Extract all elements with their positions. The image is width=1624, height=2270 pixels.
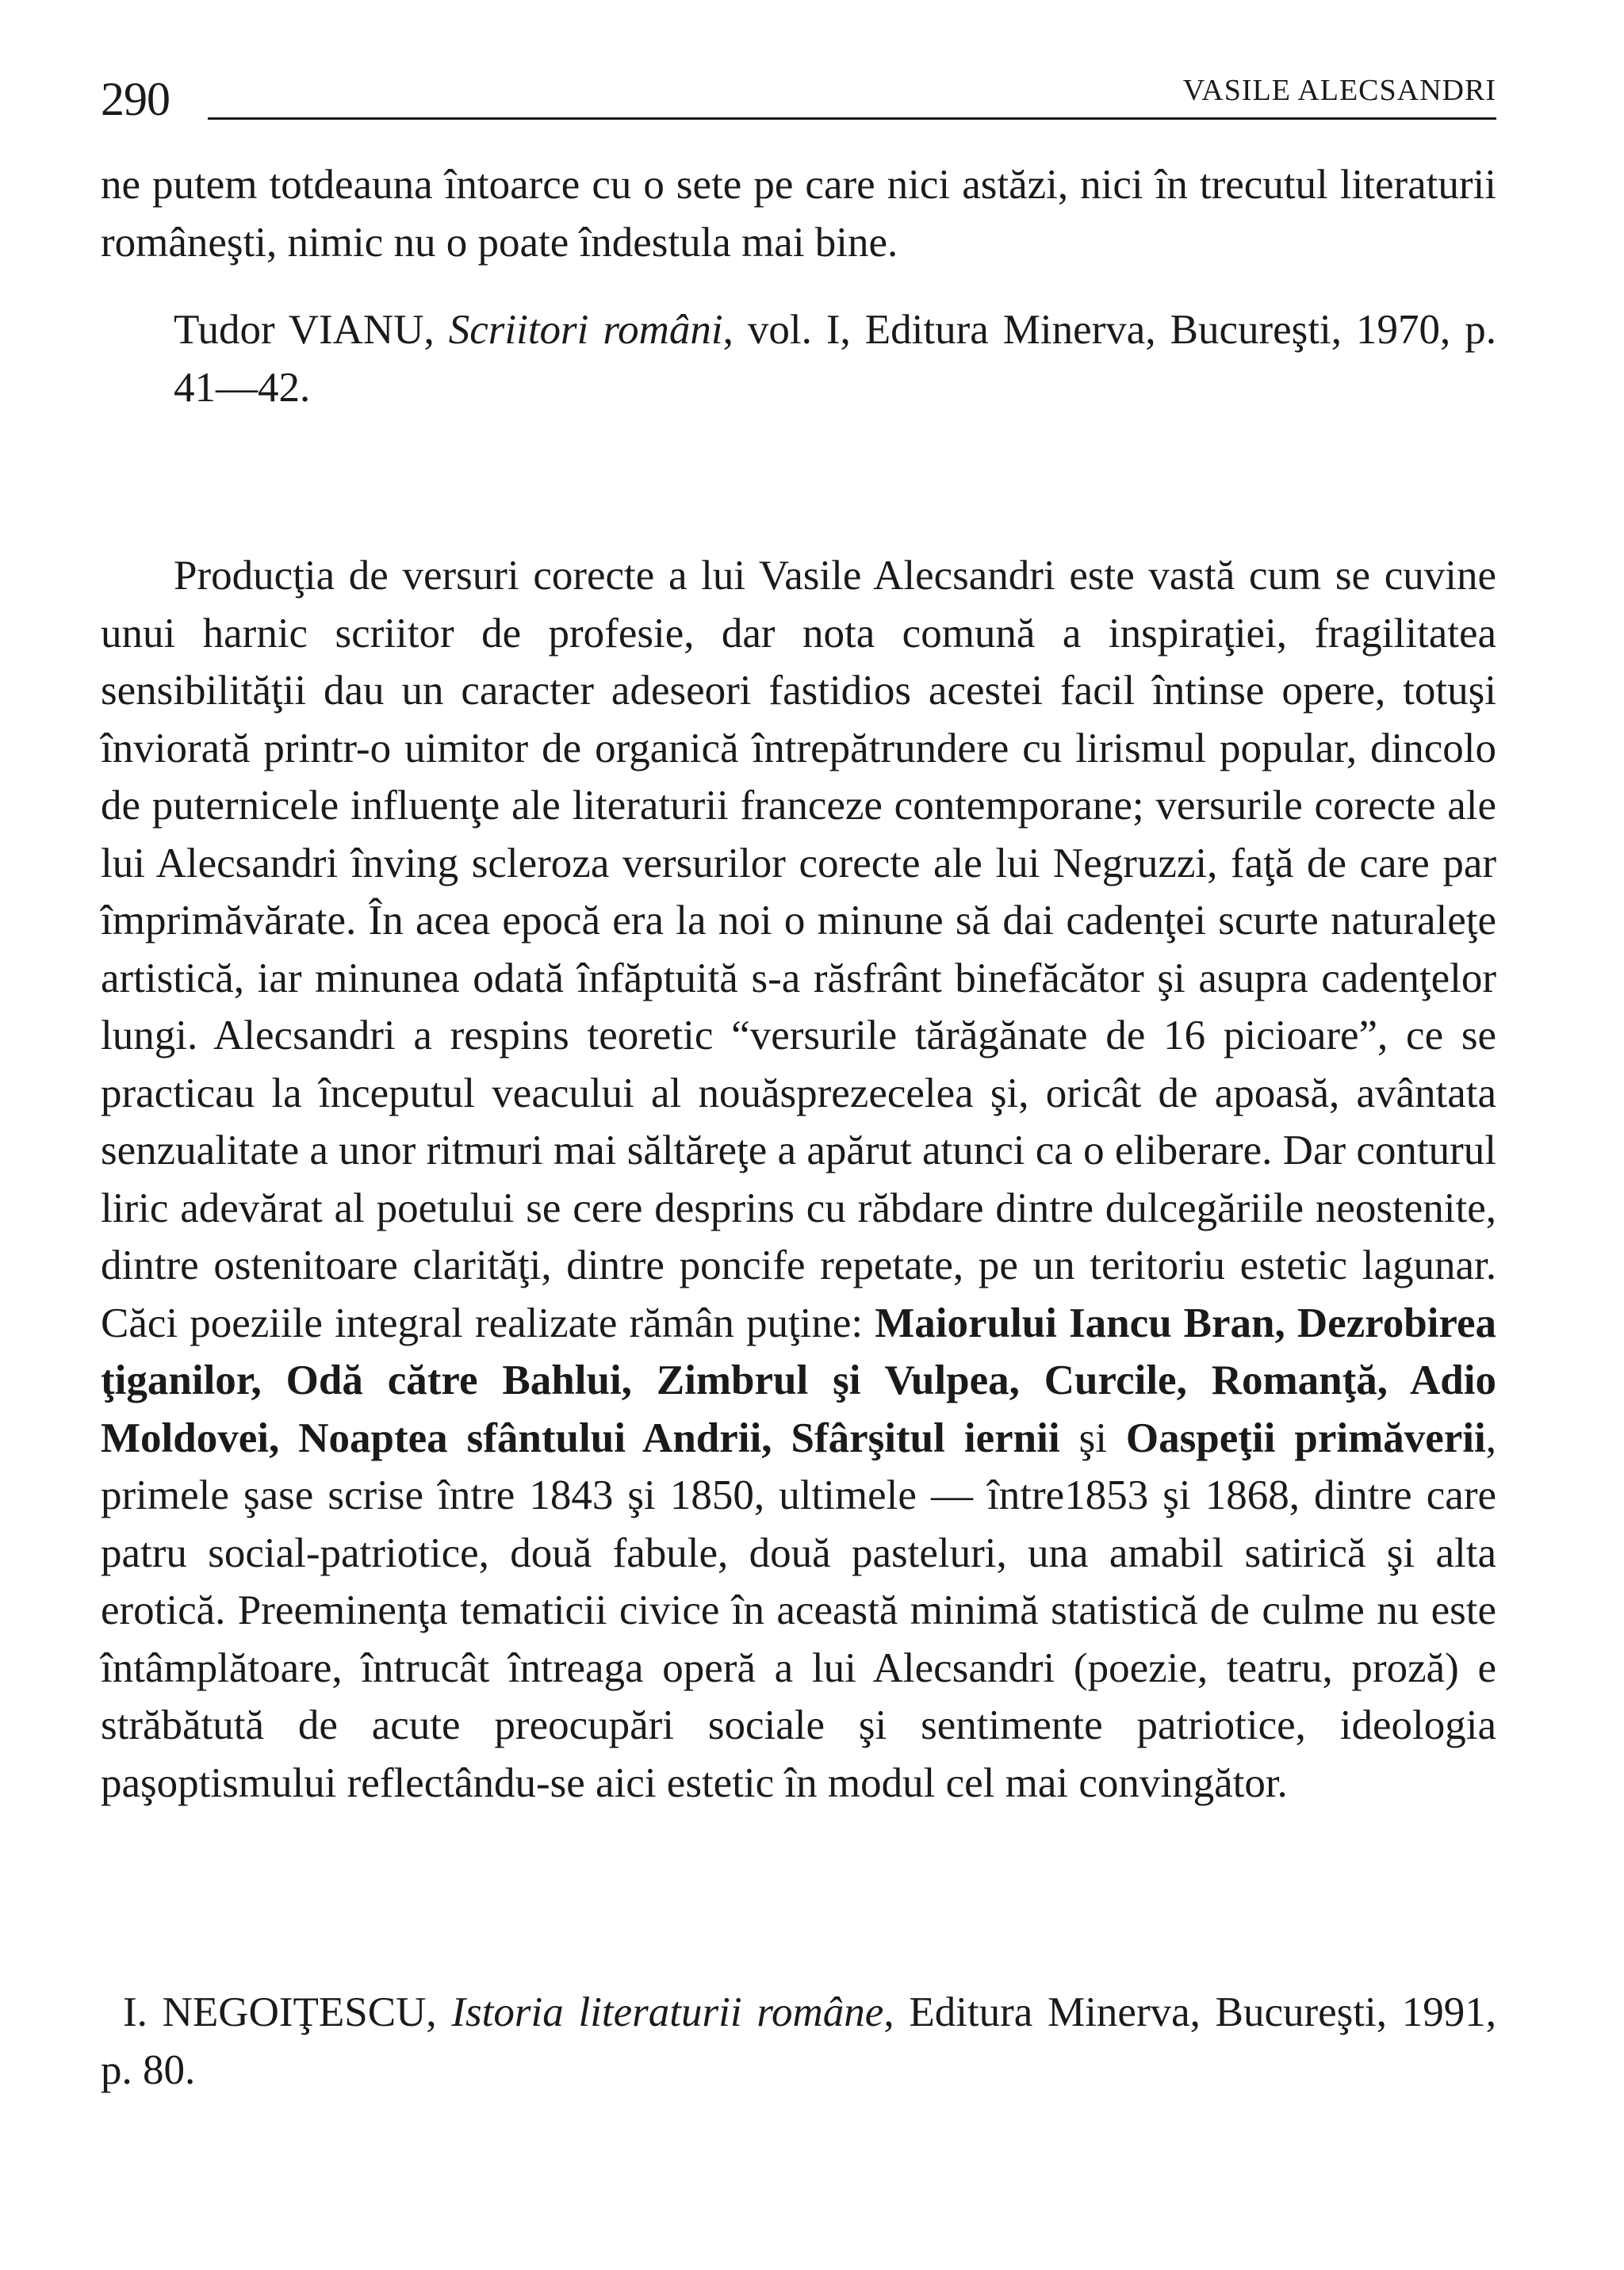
- header-rule: [208, 117, 1496, 120]
- citation-negoitescu-title: Istoria literaturii române: [451, 1989, 884, 2035]
- citation-vianu-title: Scriitori români: [448, 307, 723, 353]
- bold-poem-last: Oaspeţii primăverii: [1125, 1414, 1486, 1461]
- citation-negoitescu: [101, 1984, 1496, 2099]
- citation-vianu-rest: , vol. I, Editura Minerva, Bucureşti, 1970, p. 41—42.: [174, 307, 1496, 411]
- citation-negoitescu-rest: , Editura Minerva, Bucureşti, 1991, p. 80.: [101, 1989, 1496, 2093]
- citation-negoitescu-author: I. NEGOIŢESCU,: [123, 1989, 452, 2035]
- citation-negoitescu-text: [101, 1984, 1496, 2099]
- main-paragraph: [101, 547, 1496, 1812]
- intro-paragraph: ne putem totdeauna întoarce cu o sete pe care nici astăzi, nici în trecutul literaturii româneşti, nimic nu o poate îndestula mai bine.: [101, 162, 1496, 266]
- main-text-part3: , primele şase scrise între 1843 şi 1850, ultimele — între1853 şi 1868, dintre care patru social-patriotice, două fabule, două pasteluri, una amabil satirică şi alta erotică. Preeminenţa tematicii civice în această minimă statistică de culme nu este întâmplătoare, întrucât întreaga operă a lui Alecsandri (poezie, teatru, proză) e străbătută de acute preocupări sociale şi sentimente patriotice, ideologia paşoptismului reflectându-se aici estetic în modul cel mai convingător.: [101, 1414, 1496, 1806]
- citation-vianu: [101, 301, 1496, 416]
- main-text-part1: Producţia de versuri corecte a lui Vasile Alecsandri este vastă cum se cuvine unui harnic scriitor de profesie, dar nota comună a inspiraţiei, fragilitatea sensibilităţii dau un caracter adeseori fastidios acestei facil întinse opere, totuşi înviorată printr-o uimitor de organică întrepătrundere cu lirismul popular, dincolo de puternicele influenţe ale literaturii franceze contemporane; versurile corecte ale lui Alecsandri înving scleroza versurilor corecte ale lui Negruzzi, faţă de care par împrimăvărate. În acea epocă era la noi o minune să dai cadenţei scurte naturaleţe artistică, iar minunea odată înfăptuită s-a răsfrânt binefăcător şi asupra cadenţelor lungi. Alecsandri a respins teoretic “versurile tărăgănate de 16 picioare”, ce se practicau la începutul veacului al nouăsprezecelea şi, oricât de apoasă, avântata senzualitate a unor ritmuri mai săltăreţe a apărut atunci ca o eliberare. Dar conturul liric adevărat al poetului se cere desprins cu răbdare dintre dulcegăriile neostenite, dintre ostenitoare clarităţi, dintre poncife repetate, pe un teritoriu estetic lagunar. Căci poeziile integral realizate rămân puţine:: [101, 553, 1496, 1346]
- page-header: [101, 62, 1496, 125]
- page-number: 290: [101, 73, 170, 125]
- intro-paragraph-block: [101, 156, 1496, 271]
- main-paragraph-block: [101, 547, 1496, 1812]
- bold-poem-titles: Maiorului Iancu Bran, Dezrobirea ţiganilor, Odă către Bahlui, Zimbrul şi Vulpea, Curcile, Romanţă, Adio Moldovei, Noaptea sfântului Andrii, Sfârşitul iernii: [101, 1300, 1497, 1461]
- citation-vianu-text: [101, 301, 1496, 416]
- citation-vianu-author: Tudor VIANU,: [174, 307, 449, 353]
- main-text-part2: şi: [1059, 1414, 1126, 1461]
- running-head: VASILE ALECSANDRI: [1182, 74, 1496, 107]
